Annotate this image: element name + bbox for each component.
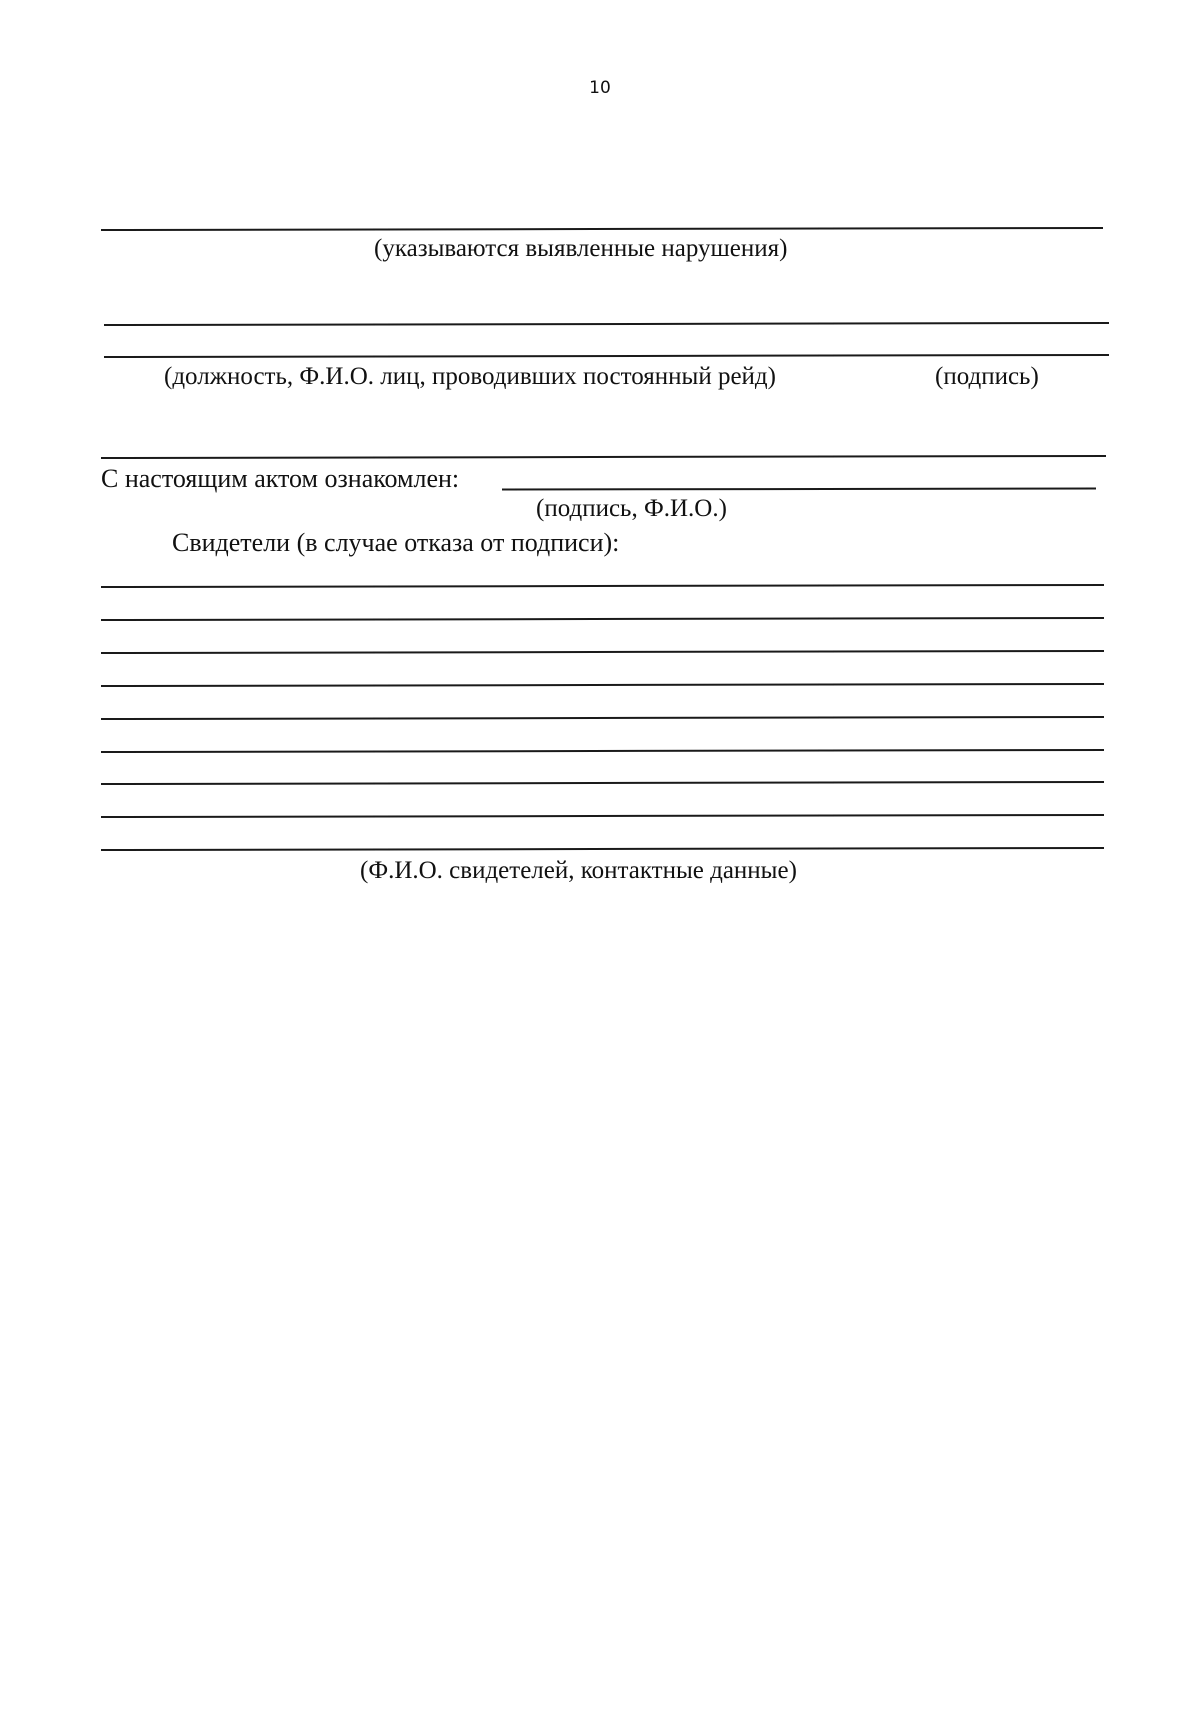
acknowledgement-caption: (подпись, Ф.И.О.) bbox=[536, 495, 727, 522]
raid-participants-line-2 bbox=[104, 354, 1109, 358]
witness-line-2[interactable] bbox=[101, 617, 1104, 621]
witnesses-caption: (Ф.И.О. свидетелей, контактные данные) bbox=[360, 857, 797, 884]
acknowledgement-label: С настоящим актом ознакомлен: bbox=[101, 464, 460, 493]
witness-line-6[interactable] bbox=[101, 749, 1104, 753]
witness-line-8[interactable] bbox=[101, 814, 1104, 818]
witness-line-1[interactable] bbox=[101, 584, 1104, 588]
raid-participants-line-1 bbox=[104, 322, 1109, 326]
witness-line-3[interactable] bbox=[101, 650, 1104, 654]
witness-line-5[interactable] bbox=[101, 716, 1104, 720]
violations-caption: (указываются выявленные нарушения) bbox=[374, 235, 788, 262]
witness-line-4[interactable] bbox=[101, 683, 1104, 687]
separator-line bbox=[101, 455, 1106, 459]
page-number: 10 bbox=[589, 78, 611, 98]
witness-line-9[interactable] bbox=[101, 847, 1104, 851]
acknowledgement-signature-field[interactable] bbox=[502, 487, 1096, 490]
raid-participants-caption: (должность, Ф.И.О. лиц, проводивших постоянный рейд) bbox=[164, 363, 776, 390]
raid-signature-caption: (подпись) bbox=[935, 363, 1039, 390]
witnesses-label: Свидетели (в случае отказа от подписи): bbox=[172, 528, 620, 557]
violations-line bbox=[101, 227, 1103, 231]
witness-line-7[interactable] bbox=[101, 781, 1104, 785]
